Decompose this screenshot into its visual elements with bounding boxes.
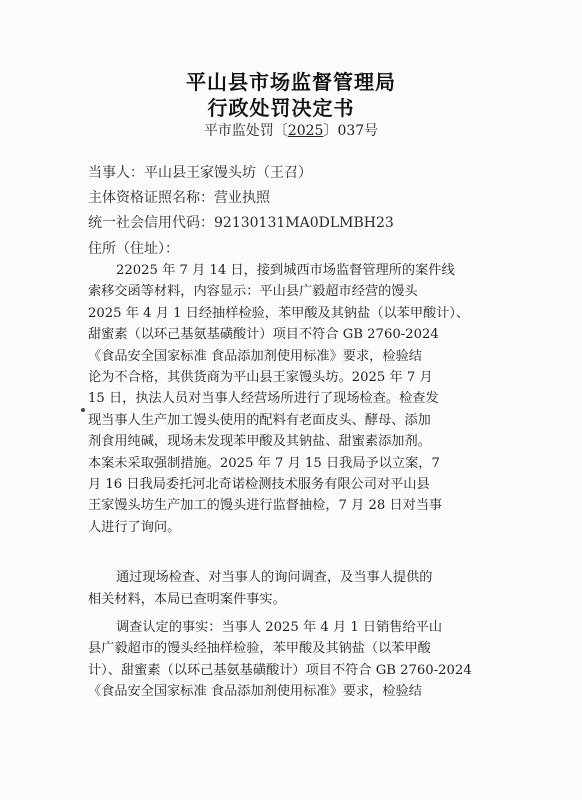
para2-line: 相关材料，本局已查明案件事实。 — [88, 591, 286, 607]
para1-line: 人进行了询问。 — [88, 519, 181, 535]
para3-line: 《食品安全国家标准 食品添加剂使用标准》要求，检验结 — [88, 683, 422, 699]
para1-line: 月 16 日我局委托河北奇诺检测技术服务有限公司对平山县 — [88, 477, 430, 492]
para1-line: 22025 年 7 月 14 日，接到城西市场监督管理所的案件线 — [116, 263, 455, 278]
para2-line: 通过现场检查、对当事人的询问调查，及当事人提供的 — [116, 570, 433, 585]
document-number — [0, 120, 582, 140]
party-name-line: 当事人：平山县王家馒头坊（王召） — [88, 165, 312, 181]
para1-line: 本案未采取强制措施。2025 年 7 月 15 日我局予以立案，7 — [88, 455, 440, 471]
document-title: 行政处罚决定书 — [207, 96, 355, 120]
para1-line: 15 日，执法人员对当事人经营场所进行了现场检查。检查发 — [88, 391, 439, 407]
license-name-line: 主体资格证照名称：营业执照 — [88, 190, 270, 206]
agency-title: 平山县市场监督管理局 — [186, 70, 396, 94]
para1-line: 论为不合格，其供货商为平山县王家馒头坊。2025 年 7 月 — [88, 370, 433, 385]
para1-line: 索移交函等材料，内容显示：平山县广毅超市经营的馒头 — [88, 284, 418, 300]
para1-line: 《食品安全国家标准 食品添加剂使用标准》要求，检验结 — [88, 348, 422, 364]
para3-line: 计）、甜蜜素（以环己基氨基磺酸计）项目不符合 GB 2760-2024 — [88, 662, 472, 678]
para1-line: 现当事人生产加工馒头使用的配料有老面皮头、酵母、添加 — [88, 412, 431, 428]
document-number-year: 2025 — [287, 123, 324, 139]
para1-line: 剂食用纯碱，现场未发现苯甲酸及其钠盐、甜蜜素添加剂。 — [88, 434, 431, 450]
para1-line: 甜蜜素（以环己基氨基磺酸计）项目不符合 GB 2760-2024 — [88, 327, 439, 343]
para3-line: 县广毅超市的馒头经抽样检验，苯甲酸及其钠盐（以苯甲酸 — [88, 641, 431, 657]
scan-mark — [81, 408, 85, 412]
credit-code-line: 统一社会信用代码：92130131MA0DLMBH23 — [88, 215, 394, 231]
para1-line: 王家馒头坊生产加工的馒头进行监督抽检，7 月 28 日对当事 — [88, 498, 443, 514]
para1-line: 2025 年 4 月 1 日经抽样检验，苯甲酸及其钠盐（以苯甲酸计）、 — [88, 305, 470, 321]
document-number-prefix: 平市监处罚〔 — [203, 123, 288, 139]
document-number-suffix: 〕037号 — [323, 123, 379, 139]
para3-line: 调查认定的事实：当事人 2025 年 4 月 1 日销售给平山 — [116, 620, 443, 635]
address-line: 住所（住址）： — [88, 241, 179, 257]
